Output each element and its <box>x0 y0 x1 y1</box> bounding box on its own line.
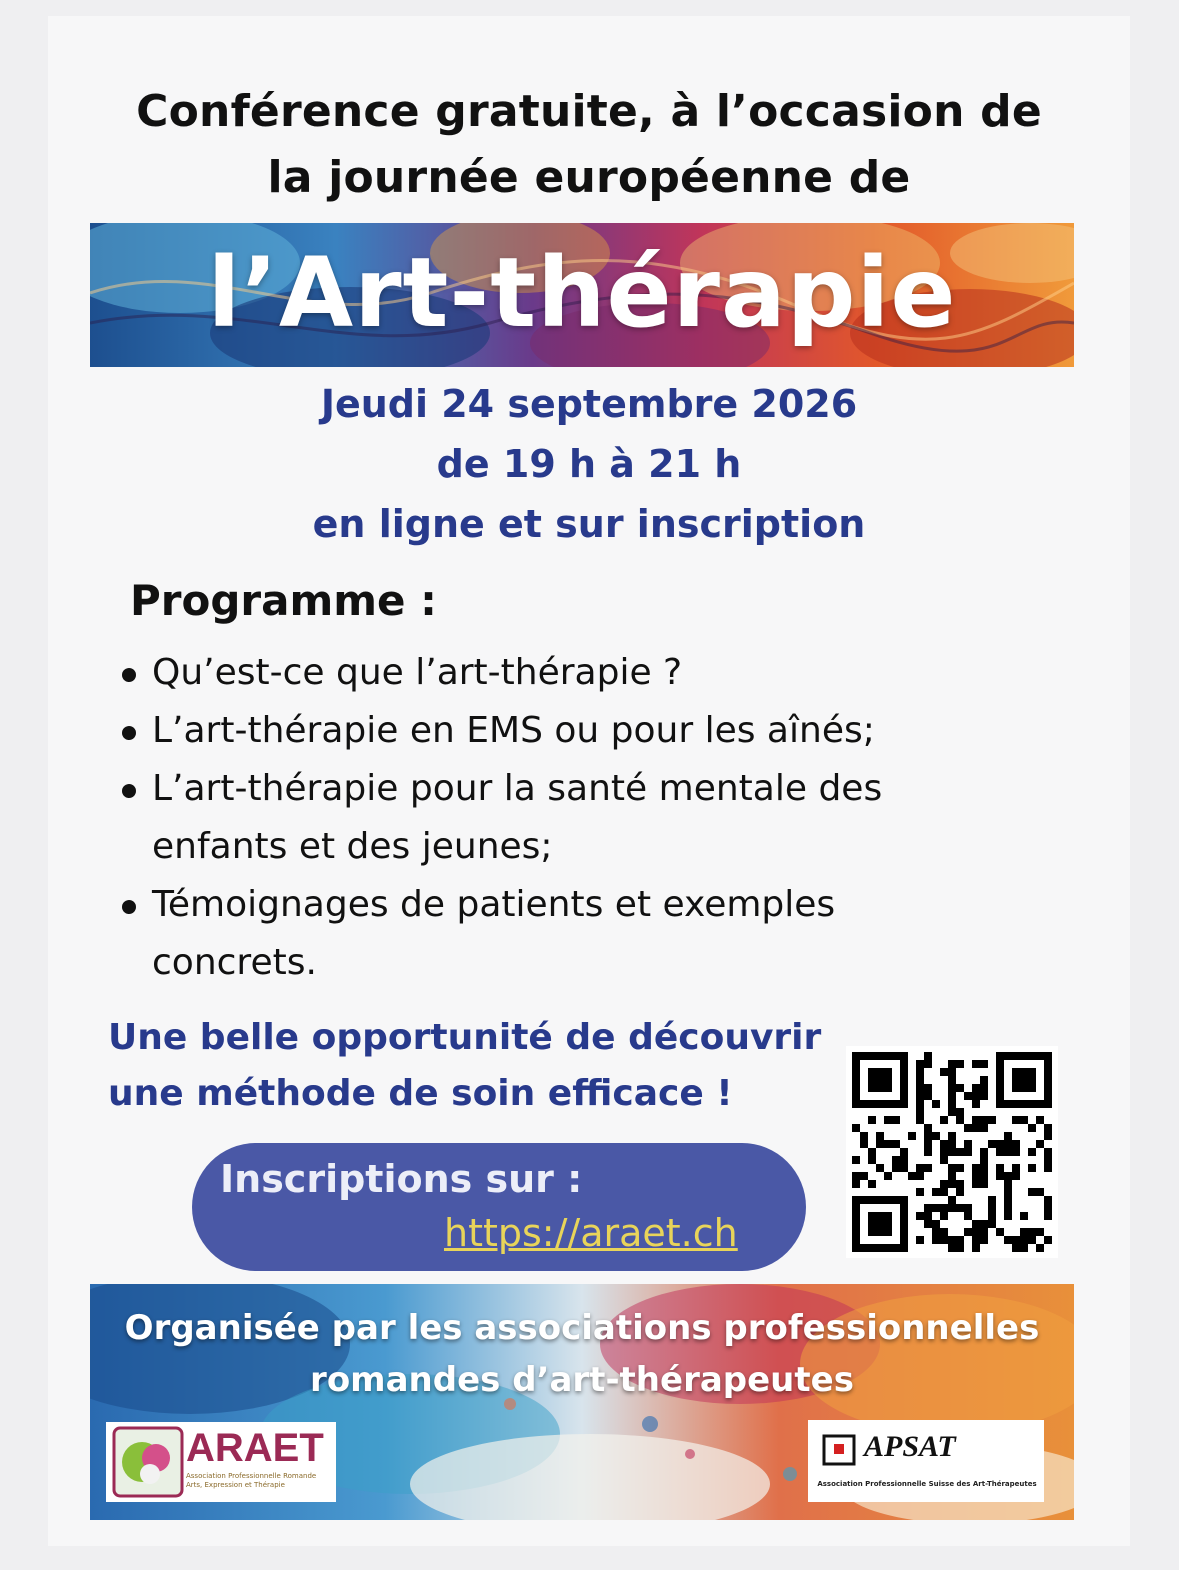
list-item: Témoignages de patients et exemples concrets. <box>118 876 1018 992</box>
title-banner <box>90 223 1074 367</box>
program-list <box>118 644 1018 992</box>
organizers-line-1: Organisée par les associations professionnelles <box>124 1308 1040 1348</box>
qr-code-icon <box>846 1046 1058 1258</box>
event-mode: en ligne et sur inscription <box>312 502 866 546</box>
list-item: L’art-thérapie pour la santé mentale des enfants et des jeunes; <box>118 760 1018 876</box>
araet-emblem-icon <box>112 1426 184 1498</box>
event-date: Jeudi 24 septembre 2026 <box>320 382 858 426</box>
header-line-1: Conférence gratuite, à l’occasion de <box>136 86 1042 137</box>
poster <box>48 16 1130 1546</box>
main-title: l’Art-thérapie <box>207 237 957 349</box>
qr-code[interactable] <box>846 1046 1058 1258</box>
bullet-icon <box>122 668 136 682</box>
event-time: de 19 h à 21 h <box>436 442 742 486</box>
bullet-icon <box>122 784 136 798</box>
registration-link[interactable]: https://araet.ch <box>444 1211 738 1255</box>
header-line-2: la journée européenne de <box>267 152 911 203</box>
organizers-banner <box>90 1284 1074 1520</box>
registration-label: Inscriptions sur : <box>220 1157 583 1201</box>
program-title: Programme : <box>130 576 437 625</box>
bullet-icon <box>122 900 136 914</box>
list-item: Qu’est-ce que l’art-thérapie ? <box>118 644 1018 702</box>
list-item: L’art-thérapie en EMS ou pour les aînés; <box>118 702 1018 760</box>
bullet-icon <box>122 726 136 740</box>
araet-logo: ARAET Association Professionnelle Romande Arts, Expression et Thérapie <box>106 1422 336 1502</box>
opportunity-text: Une belle opportunité de découvrir une méthode de soin efficace ! <box>108 1017 822 1114</box>
apsat-logo: APSAT Association Professionnelle Suisse des Art-Thérapeutes <box>808 1420 1044 1502</box>
apsat-emblem-icon <box>820 1430 860 1470</box>
registration-box <box>192 1143 806 1271</box>
organizers-line-2: romandes d’art-thérapeutes <box>310 1360 854 1400</box>
